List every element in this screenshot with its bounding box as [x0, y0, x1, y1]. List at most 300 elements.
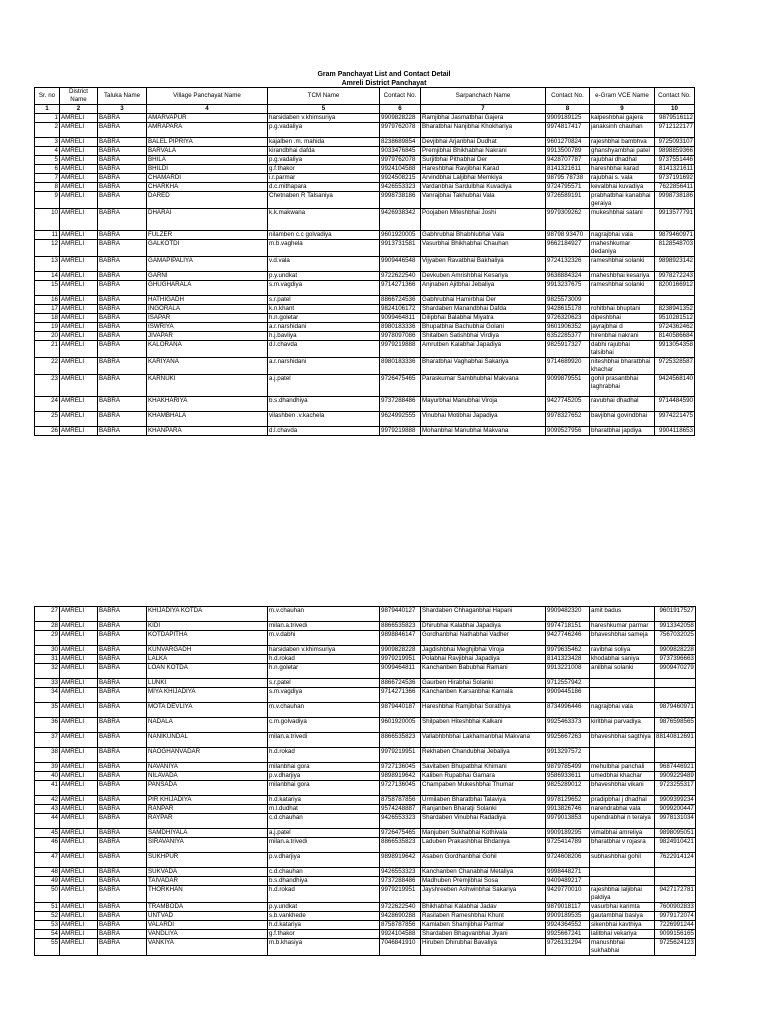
cell-vce-contact: 9737396663 — [655, 655, 696, 664]
cell-tcm-contact: 9624992555 — [380, 412, 421, 427]
cell-tcm-name: h.n.goletar — [268, 664, 380, 679]
cell-vce-name: pradipbhai j dhadhal — [590, 796, 655, 805]
cell-sarpanch-contact: 9913297572 — [546, 748, 590, 763]
cell-district: AMRELI — [60, 886, 98, 903]
cell-district: AMRELI — [60, 829, 98, 838]
cell-village: VANDLIYA — [147, 930, 268, 939]
cell-sr-no: 54 — [35, 930, 60, 939]
cell-village: KARIYANA — [147, 358, 268, 375]
cell-village: BARVALA — [147, 147, 268, 156]
cell-sarpanch-contact: 9724608206 — [546, 853, 590, 868]
cell-village: GARNI — [147, 272, 268, 281]
table-row — [35, 805, 696, 814]
cell-village: THORKHAN — [147, 886, 268, 903]
cell-tcm-contact: 9979219951 — [380, 655, 421, 664]
header-sarpanch-name: Sarpanchach Name — [421, 88, 546, 105]
cell-district: AMRELI — [60, 183, 98, 192]
cell-sr-no: 48 — [35, 868, 60, 877]
cell-sr-no: 55 — [35, 939, 60, 956]
cell-sarpanch-name: Hareshbhai Ramjibhai Sorathiya — [421, 703, 546, 718]
cell-sr-no: 52 — [35, 912, 60, 921]
cell-taluka: BABRA — [98, 664, 147, 679]
cell-taluka: BABRA — [98, 323, 147, 332]
cell-tcm-name: s.b.vankhede — [268, 912, 380, 921]
cell-taluka: BABRA — [98, 272, 147, 281]
cell-sarpanch-name: Paraskumar Sambhubhai Makvana — [421, 375, 546, 397]
cell-district: AMRELI — [60, 427, 98, 436]
cell-district: AMRELI — [60, 805, 98, 814]
cell-sarpanch-contact: 9428707787 — [546, 156, 590, 165]
cell-tcm-name: a.j.patel — [268, 375, 380, 397]
cell-village: JIVAPAR — [147, 332, 268, 341]
cell-tcm-name: h.d.rokad — [268, 748, 380, 763]
cell-village: BHILDI — [147, 165, 268, 174]
cell-sr-no: 6 — [35, 165, 60, 174]
cell-sarpanch-contact: 9724132326 — [546, 257, 590, 272]
cell-district: AMRELI — [60, 209, 98, 231]
cell-tcm-name: h.d.katariya — [268, 921, 380, 930]
cell-vce-name — [590, 688, 655, 703]
cell-sarpanch-contact: 9913826746 — [546, 805, 590, 814]
cell-sarpanch-contact: 9978327652 — [546, 412, 590, 427]
header-village-panchayat-name: Village Panchayat Name — [147, 88, 268, 105]
cell-village: VALARDI — [147, 921, 268, 930]
cell-district: AMRELI — [60, 165, 98, 174]
cell-village: GAMAPIPALIYA — [147, 257, 268, 272]
cell-tcm-name: s.r.patel — [268, 296, 380, 305]
cell-tcm-contact: 9898846147 — [380, 631, 421, 646]
cell-sarpanch-contact: 9429770010 — [546, 886, 590, 903]
cell-vce-name: prabhatbhai kanabhai geraiya — [590, 192, 655, 209]
table-row — [35, 646, 696, 655]
cell-village: GALKOTDI — [147, 240, 268, 257]
cell-sr-no: 33 — [35, 679, 60, 688]
column-number: 7 — [421, 105, 546, 114]
cell-vce-name: niteshbhai bharatbhai khachar — [590, 358, 655, 375]
cell-tcm-contact: 8866724536 — [380, 296, 421, 305]
cell-district: AMRELI — [60, 397, 98, 412]
cell-village: LALKA — [147, 655, 268, 664]
cell-sr-no: 51 — [35, 903, 60, 912]
cell-tcm-name: b.s.dhandhiya — [268, 877, 380, 886]
cell-vce-contact: 9879460971 — [655, 231, 695, 240]
cell-sarpanch-name: Ramjibhai Jasmatbhai Gajera — [421, 114, 546, 123]
cell-vce-name: kalpeshbhai gajera — [590, 114, 655, 123]
cell-sarpanch-name: Urmilaben Bharatbhai Talaviya — [421, 796, 546, 805]
cell-tcm-name: g.f.thakor — [268, 165, 380, 174]
cell-vce-name: ghanshyambhai patel — [590, 147, 655, 156]
cell-sarpanch-contact: 9099879551 — [546, 375, 590, 397]
panchayat-table-page-1 — [34, 87, 695, 436]
cell-village: KHAMBHALA — [147, 412, 268, 427]
cell-taluka: BABRA — [98, 655, 147, 664]
cell-sarpanch-contact: 9586933611 — [546, 772, 590, 781]
cell-taluka: BABRA — [98, 257, 147, 272]
table-row — [35, 622, 696, 631]
cell-vce-name: mukeshbhai satani — [590, 209, 655, 231]
cell-sr-no: 9 — [35, 192, 60, 209]
cell-tcm-name: a.j.patel — [268, 829, 380, 838]
cell-sarpanch-name: Vijyaben Ravatbhai Bakhaliya — [421, 257, 546, 272]
cell-sarpanch-contact: 9726131294 — [546, 939, 590, 956]
cell-sarpanch-contact: 9925667241 — [546, 930, 590, 939]
cell-sarpanch-name: Rekhaben Chandubhai Jebaliya — [421, 748, 546, 763]
table-row — [35, 272, 695, 281]
column-number: 1 — [35, 105, 60, 114]
cell-tcm-contact: 8758787856 — [380, 921, 421, 930]
cell-vce-contact: 8141321611 — [655, 165, 695, 174]
cell-vce-contact: 9424568140 — [655, 375, 695, 397]
cell-sarpanch-contact: 9724795571 — [546, 183, 590, 192]
cell-sarpanch-name: Hiruben Dhirubhai Bavaliya — [421, 939, 546, 956]
cell-vce-name: rajeshbhai bambhva — [590, 138, 655, 147]
cell-village: DHARAI — [147, 209, 268, 231]
cell-village: KHIJADIYA KOTDA — [147, 607, 268, 622]
column-number: 5 — [268, 105, 380, 114]
cell-district: AMRELI — [60, 314, 98, 323]
cell-tcm-contact: 9601920005 — [380, 231, 421, 240]
cell-sr-no: 50 — [35, 886, 60, 903]
cell-sarpanch-contact: 9909189125 — [546, 114, 590, 123]
cell-sr-no: 35 — [35, 703, 60, 718]
cell-village: BHILA — [147, 156, 268, 165]
cell-sarpanch-name: Savitaben Bhupatbhai Khimani — [421, 763, 546, 772]
cell-sarpanch-name: Kanchanben Babubhai Ramani — [421, 664, 546, 679]
cell-sarpanch-name: Vanrajbhai Takhubhai Vala — [421, 192, 546, 209]
cell-sr-no: 5 — [35, 156, 60, 165]
cell-sarpanch-contact: 9979635462 — [546, 646, 590, 655]
column-number: 2 — [60, 105, 98, 114]
cell-village: PIR KHIJADIYA — [147, 796, 268, 805]
cell-sarpanch-name: Amrutben Kalabhai Japadiya — [421, 341, 546, 358]
cell-tcm-name: m.v.chauhan — [268, 703, 380, 718]
cell-tcm-name: milanbhai gora — [268, 763, 380, 772]
cell-tcm-name: p.y.undkat — [268, 903, 380, 912]
cell-village: NAOGHANVADAR — [147, 748, 268, 763]
cell-vce-name: ravibhai soliya — [590, 646, 655, 655]
cell-vce-contact: 8140586684 — [655, 332, 695, 341]
cell-sarpanch-name: Shardaben Manandbhai Dafda — [421, 305, 546, 314]
cell-sr-no: 37 — [35, 733, 60, 748]
cell-sarpanch-name: Kaliben Rupabhai Gamara — [421, 772, 546, 781]
cell-vce-name: umedbhai khachar — [590, 772, 655, 781]
cell-district: AMRELI — [60, 679, 98, 688]
cell-tcm-name: vilashben .v.kachela — [268, 412, 380, 427]
cell-sarpanch-contact: 9714689920 — [546, 358, 590, 375]
cell-vce-contact: 8238941352 — [655, 305, 695, 314]
cell-taluka: BABRA — [98, 240, 147, 257]
cell-district: AMRELI — [60, 868, 98, 877]
cell-village: KALORANA — [147, 341, 268, 358]
cell-tcm-name: d.l.chavda — [268, 427, 380, 436]
cell-vce-contact: 9712122177 — [655, 123, 695, 138]
table-row — [35, 912, 696, 921]
cell-taluka: BABRA — [98, 631, 147, 646]
cell-vce-name: kevalbhai kuvadiya — [590, 183, 655, 192]
cell-sarpanch-contact: 9825289012 — [546, 781, 590, 796]
cell-sr-no: 12 — [35, 240, 60, 257]
cell-taluka: BABRA — [98, 165, 147, 174]
cell-sr-no: 26 — [35, 427, 60, 436]
table-row — [35, 147, 695, 156]
table-row — [35, 877, 696, 886]
cell-sr-no: 18 — [35, 314, 60, 323]
panchayat-table-page-2 — [34, 606, 696, 956]
cell-sr-no: 19 — [35, 323, 60, 332]
cell-village: LUNKI — [147, 679, 268, 688]
cell-district: AMRELI — [60, 174, 98, 183]
cell-tcm-contact: 8238689854 — [380, 138, 421, 147]
cell-sr-no: 7 — [35, 174, 60, 183]
cell-sr-no: 11 — [35, 231, 60, 240]
cell-village: DARED — [147, 192, 268, 209]
cell-vce-contact: 8128548703 — [655, 240, 695, 257]
cell-vce-contact: 9737191692 — [655, 174, 695, 183]
cell-district: AMRELI — [60, 281, 98, 296]
cell-sarpanch-contact: 9998448271 — [546, 868, 590, 877]
cell-tcm-contact: 8866724536 — [380, 679, 421, 688]
cell-vce-contact: 7226991244 — [655, 921, 696, 930]
cell-sr-no: 46 — [35, 838, 60, 853]
cell-sr-no: 2 — [35, 123, 60, 138]
cell-sarpanch-name: Bhupatbhai Bachubhai Golani — [421, 323, 546, 332]
cell-taluka: BABRA — [98, 332, 147, 341]
cell-village: UNTVAD — [147, 912, 268, 921]
cell-tcm-contact: 9727136045 — [380, 763, 421, 772]
cell-vce-contact — [655, 877, 696, 886]
cell-village: KHANPARA — [147, 427, 268, 436]
table-row — [35, 174, 695, 183]
table-row — [35, 156, 695, 165]
cell-sarpanch-contact: 9427745205 — [546, 397, 590, 412]
table-row — [35, 138, 695, 147]
cell-tcm-contact: 9978097086 — [380, 332, 421, 341]
cell-sarpanch-contact: 9979309262 — [546, 209, 590, 231]
table-row — [35, 631, 696, 646]
cell-tcm-contact: 9726475465 — [380, 829, 421, 838]
cell-district: AMRELI — [60, 912, 98, 921]
cell-tcm-name: g.f.thakor — [268, 930, 380, 939]
cell-vce-name: dabhi rajubhai talsibhai — [590, 341, 655, 358]
table-row — [35, 427, 695, 436]
cell-sarpanch-contact: 9879785499 — [546, 763, 590, 772]
cell-sarpanch-contact: 9925463373 — [546, 718, 590, 733]
cell-sarpanch-name: Bharatbhai Vaghabhai Sakariya — [421, 358, 546, 375]
cell-vce-name: hirenbhai nakrani — [590, 332, 655, 341]
cell-tcm-name: kirandbhai dafda — [268, 147, 380, 156]
cell-taluka: BABRA — [98, 358, 147, 375]
cell-sarpanch-contact: 9909445186 — [546, 688, 590, 703]
cell-vce-contact: 9898923142 — [655, 257, 695, 272]
cell-taluka: BABRA — [98, 375, 147, 397]
cell-sarpanch-contact: 98795 78738 — [546, 174, 590, 183]
cell-sarpanch-name: Arvindbhai Laljibhai Memkiya — [421, 174, 546, 183]
table-row — [35, 921, 696, 930]
cell-vce-name: mehulbhai panchali — [590, 763, 655, 772]
cell-vce-contact: 9909399234 — [655, 796, 696, 805]
cell-vce-name: kiritbhai parvadiya — [590, 718, 655, 733]
cell-sarpanch-contact: 9978129652 — [546, 796, 590, 805]
cell-tcm-name: s.r.patel — [268, 679, 380, 688]
cell-sr-no: 47 — [35, 853, 60, 868]
cell-vce-contact — [655, 868, 696, 877]
cell-tcm-name: c.d.chauhan — [268, 868, 380, 877]
cell-taluka: BABRA — [98, 427, 147, 436]
cell-vce-name: sikenbhai kavthiya — [590, 921, 655, 930]
table-row — [35, 903, 696, 912]
cell-taluka: BABRA — [98, 886, 147, 903]
cell-tcm-name: h.n.goletar — [268, 314, 380, 323]
cell-district: AMRELI — [60, 138, 98, 147]
cell-sarpanch-contact: 9409489217 — [546, 877, 590, 886]
cell-taluka: BABRA — [98, 903, 147, 912]
cell-village: LOAN KOTDA — [147, 664, 268, 679]
cell-taluka: BABRA — [98, 397, 147, 412]
cell-tcm-contact: 9722622540 — [380, 903, 421, 912]
table-row — [35, 853, 696, 868]
cell-taluka: BABRA — [98, 281, 147, 296]
cell-sarpanch-name: Premjibhai Bhikhabhai Nakrani — [421, 147, 546, 156]
header-tcm-contact: Contact No. — [380, 88, 421, 105]
table-row — [35, 358, 695, 375]
cell-sarpanch-contact: 8141323428 — [546, 655, 590, 664]
cell-tcm-contact: 9737288486 — [380, 877, 421, 886]
cell-vce-contact: 9978272243 — [655, 272, 695, 281]
header-vce-name: e-Gram VCE Name — [590, 88, 655, 105]
cell-tcm-name: c.m.golvadiya — [268, 718, 380, 733]
cell-vce-name — [590, 679, 655, 688]
cell-taluka: BABRA — [98, 930, 147, 939]
cell-tcm-name: p.y.undkat — [268, 272, 380, 281]
table-row — [35, 781, 696, 796]
cell-district: AMRELI — [60, 655, 98, 664]
cell-tcm-contact: 8866535823 — [380, 733, 421, 748]
cell-village: NILAVADA — [147, 772, 268, 781]
cell-sr-no: 42 — [35, 796, 60, 805]
cell-tcm-contact: 9428690288 — [380, 912, 421, 921]
cell-sarpanch-contact: 9601906352 — [546, 323, 590, 332]
cell-vce-contact: 9724362462 — [655, 323, 695, 332]
cell-tcm-name: h.d.rokad — [268, 655, 380, 664]
cell-sarpanch-name: Shilpaben Hiteshbhai Kalkani — [421, 718, 546, 733]
cell-tcm-contact: 9909828228 — [380, 646, 421, 655]
cell-vce-contact: 9099156165 — [655, 930, 696, 939]
cell-sarpanch-name: Kamlaben Shamjibhai Parmar — [421, 921, 546, 930]
cell-district: AMRELI — [60, 123, 98, 138]
cell-vce-contact: 9974221475 — [655, 412, 695, 427]
cell-sarpanch-contact: 9979013853 — [546, 814, 590, 829]
table-row — [35, 829, 696, 838]
cell-taluka: BABRA — [98, 314, 147, 323]
cell-tcm-name: a.r.narshidani — [268, 358, 380, 375]
cell-village: MOTA DEVLIYA — [147, 703, 268, 718]
cell-taluka: BABRA — [98, 296, 147, 305]
table-row — [35, 886, 696, 903]
cell-vce-contact: 9601917527 — [655, 607, 696, 622]
cell-sr-no: 16 — [35, 296, 60, 305]
cell-sarpanch-name: Manjuben Sukhabhai Kothivala — [421, 829, 546, 838]
cell-tcm-contact: 9601920005 — [380, 718, 421, 733]
cell-sr-no: 30 — [35, 646, 60, 655]
cell-sr-no: 21 — [35, 341, 60, 358]
cell-tcm-name: nilamben c.c golvadiya — [268, 231, 380, 240]
cell-sarpanch-name: Bharatbhai Nanjibhai Khokhariya — [421, 123, 546, 138]
cell-tcm-name: harsidaben v.khimsuriya — [268, 646, 380, 655]
cell-tcm-contact: 9824106172 — [380, 305, 421, 314]
cell-village: RAYPAR — [147, 814, 268, 829]
cell-tcm-contact: 8758787856 — [380, 796, 421, 805]
cell-sarpanch-contact: 9913500789 — [546, 147, 590, 156]
cell-sr-no: 25 — [35, 412, 60, 427]
cell-vce-name: bhaveshbhai sameja — [590, 631, 655, 646]
cell-vce-name: bharatbhai v rojasra — [590, 838, 655, 853]
cell-vce-contact: 9723255317 — [655, 781, 696, 796]
table-row — [35, 655, 696, 664]
cell-tcm-contact: 9898919642 — [380, 772, 421, 781]
cell-sarpanch-name: Kanchanben Karsanbhai Karnala — [421, 688, 546, 703]
cell-taluka: BABRA — [98, 174, 147, 183]
cell-sarpanch-contact: 9909482320 — [546, 607, 590, 622]
cell-sr-no: 36 — [35, 718, 60, 733]
table-row — [35, 939, 696, 956]
table-row — [35, 679, 696, 688]
table-row — [35, 733, 696, 748]
cell-sarpanch-contact: 9974817417 — [546, 123, 590, 138]
cell-sr-no: 23 — [35, 375, 60, 397]
cell-vce-name: khodabhai saniya — [590, 655, 655, 664]
cell-tcm-contact: 9033476845 — [380, 147, 421, 156]
table-row — [35, 114, 695, 123]
cell-sarpanch-name: Hareshbhai Ravjibhai Karad — [421, 165, 546, 174]
cell-sarpanch-name: Anjnaben Ajitbhai Jebaliya — [421, 281, 546, 296]
cell-vce-contact: 9998738186 — [655, 192, 695, 209]
cell-vce-name: narendrabhai vala — [590, 805, 655, 814]
table-row — [35, 763, 696, 772]
cell-district: AMRELI — [60, 192, 98, 209]
cell-tcm-contact: 8980183336 — [380, 358, 421, 375]
cell-vce-name: ravubhai dhadhal — [590, 397, 655, 412]
cell-tcm-name: m.b.vaghela — [268, 240, 380, 257]
cell-tcm-contact: 9979762078 — [380, 156, 421, 165]
cell-sr-no: 1 — [35, 114, 60, 123]
cell-sarpanch-contact: 9726589191 — [546, 192, 590, 209]
cell-sarpanch-contact: 9925667263 — [546, 733, 590, 748]
cell-sr-no: 8 — [35, 183, 60, 192]
cell-vce-name: hareshkumar parmar — [590, 622, 655, 631]
cell-vce-name: vasurbhai karimta — [590, 903, 655, 912]
cell-taluka: BABRA — [98, 123, 147, 138]
cell-district: AMRELI — [60, 607, 98, 622]
cell-district: AMRELI — [60, 733, 98, 748]
cell-taluka: BABRA — [98, 772, 147, 781]
cell-sarpanch-contact: 9879018117 — [546, 903, 590, 912]
cell-taluka: BABRA — [98, 814, 147, 829]
cell-vce-contact: 9978131034 — [655, 814, 696, 829]
table-row — [35, 688, 696, 703]
cell-tcm-name: b.s.dhandhiya — [268, 397, 380, 412]
cell-district: AMRELI — [60, 156, 98, 165]
cell-taluka: BABRA — [98, 183, 147, 192]
cell-tcm-name: milanbhai gora — [268, 781, 380, 796]
cell-district: AMRELI — [60, 814, 98, 829]
cell-vce-contact — [655, 688, 696, 703]
cell-district: AMRELI — [60, 272, 98, 281]
cell-village: SIRAVANIYA — [147, 838, 268, 853]
cell-vce-name: rameshbhai solanki — [590, 257, 655, 272]
cell-tcm-name: p.v.dharjiya — [268, 853, 380, 868]
cell-tcm-name: m.l.dudhat — [268, 805, 380, 814]
header-tcm-name: TCM Name — [268, 88, 380, 105]
